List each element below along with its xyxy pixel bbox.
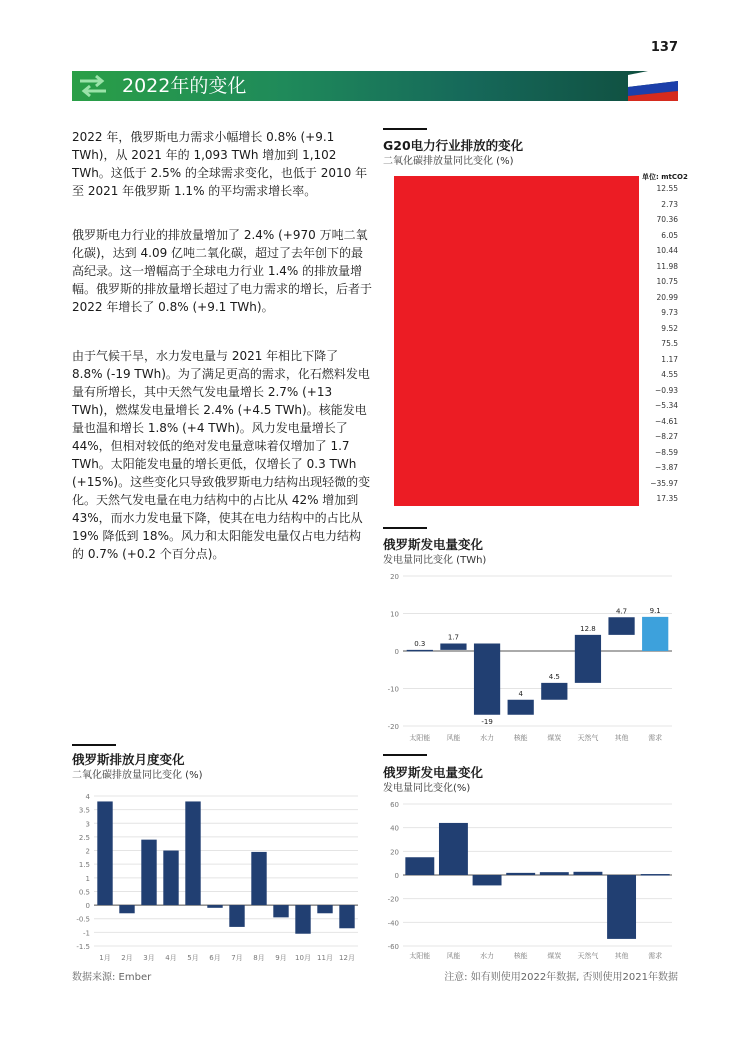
g20-value: 4.55 [661, 370, 678, 379]
x-tick-label: 需求 [648, 952, 663, 960]
x-tick-label: 2月 [121, 954, 133, 962]
russia-flag-icon [620, 71, 678, 101]
x-tick-label: 煤炭 [547, 952, 562, 960]
y-tick-label: 3 [85, 820, 90, 829]
g20-value: −35.97 [650, 478, 678, 488]
bar [405, 857, 434, 875]
y-tick-label: 0.5 [78, 888, 90, 897]
x-tick-label: 6月 [209, 954, 221, 962]
x-tick-label: 1月 [99, 954, 111, 962]
paragraph-emissions: 俄罗斯电力行业的排放量增加了 2.4% (+970 万吨二氧化碳)，达到 4.09 亿吨二氧化碳，超过了去年创下的最高纪录。这一增幅高于全球电力行业 1.4% 的排放量增幅。俄罗斯的排放量增长超过了电力需求的增长，后者于 2022 年增长了 0.8% (+9.1 TWh)。 [72, 228, 373, 314]
bar [439, 823, 468, 875]
x-tick-label: 天然气 [577, 952, 599, 960]
x-tick-label: 水力 [480, 734, 495, 742]
y-tick-label: 0 [394, 648, 399, 656]
banner-title: 2022年的变化 [122, 75, 247, 97]
bar [573, 872, 602, 875]
bar [608, 617, 634, 635]
g20-value: −0.93 [655, 385, 678, 395]
y-tick-label: 2.5 [78, 833, 90, 842]
y-tick-label: -0.5 [76, 915, 90, 924]
bar [607, 875, 636, 939]
bar [474, 644, 500, 715]
y-tick-label: -1 [83, 929, 90, 938]
chart-subtitle-g20: 二氧化碳排放量同比变化 (%) [383, 156, 514, 167]
chart-gen-pct [383, 800, 680, 962]
y-tick-label: -20 [387, 723, 399, 731]
y-tick-label: 40 [390, 824, 399, 833]
x-tick-label: 8月 [253, 954, 265, 962]
g20-value: −4.61 [655, 416, 678, 426]
g20-red-panel [394, 176, 639, 506]
g20-value: 9.73 [661, 308, 678, 317]
g20-value: −8.27 [655, 432, 678, 441]
paragraph-generation: 由于气候干旱，水力发电量与 2021 年相比下降了 8.8% (-19 TWh)。为了满足更高的需求，化石燃料发电量有所增长，其中天然气发电量增长 2.7% (+13 TWh)，燃煤发电量增长 2.4% (+4.5 TWh)。核能发电量也温和增长 1.8% (+4 TWh)。风力发电量增长了 44%，但相对较低的绝对发电量意味着仅增加了 1.7 TWh。太阳能发电量的增长更低，仅增长了 0.3 TWh (+15%)。这些变化只导致俄罗斯电力结构出现轻微的变化。天然气发电量在电力结构中的占比从 42% 增加到 43%，而水力发电量下降，使其在电力结构中的占比从 19% 降低到 18%。风力和太阳能发电量仅占电力结构的 0.7% (+0.2 个百分点)。 [72, 349, 371, 561]
chart-title-g20: G20电力行业排放的变化 [383, 138, 524, 153]
x-tick-label: 11月 [317, 954, 333, 962]
bar [575, 635, 601, 683]
y-tick-label: 0 [85, 902, 90, 911]
data-label: 9.1 [649, 606, 661, 615]
chart-subtitle-monthly: 二氧化碳排放量同比变化 (%) [72, 770, 203, 781]
x-tick-label: 天然气 [577, 734, 599, 742]
bar [506, 873, 535, 875]
g20-value: 9.52 [661, 323, 678, 333]
x-tick-label: 需求 [648, 734, 663, 742]
g20-value: −8.59 [655, 447, 678, 457]
chart-title-gen-twh: 俄罗斯发电量变化 [383, 537, 484, 552]
y-tick-label: 2 [85, 847, 90, 856]
y-tick-label: 20 [390, 848, 399, 857]
bar [540, 872, 569, 875]
x-tick-label: 风能 [446, 952, 461, 960]
chart-gen-twh [383, 566, 680, 744]
y-tick-label: 1 [85, 874, 90, 883]
x-tick-label: 9月 [275, 954, 287, 962]
y-tick-label: 10 [390, 610, 399, 619]
section-rule [383, 754, 427, 756]
footer-source: 数据来源: Ember [72, 972, 152, 983]
x-tick-label: 12月 [339, 954, 355, 962]
x-tick-label: 核能 [513, 734, 528, 742]
page-number: 137 [650, 40, 678, 55]
bar [508, 700, 534, 715]
x-tick-label: 10月 [295, 954, 311, 962]
chart-title-gen-pct: 俄罗斯发电量变化 [383, 765, 484, 780]
bar [339, 905, 354, 928]
bar [641, 874, 670, 876]
footer-note: 注意: 如有则使用2022年数据, 否则使用2021年数据 [444, 972, 678, 983]
x-tick-label: 3月 [143, 954, 155, 962]
data-label: 12.8 [580, 624, 596, 633]
x-tick-label: 其他 [614, 734, 629, 742]
data-label: -19 [481, 717, 493, 726]
bar [440, 644, 466, 650]
g20-value: 70.36 [656, 215, 678, 224]
data-label: 4 [518, 689, 523, 698]
y-tick-label: -60 [387, 943, 399, 951]
chart-subtitle-gen-twh: 发电量同比变化 (TWh) [383, 555, 487, 566]
y-tick-label: 0 [394, 872, 399, 880]
y-tick-label: -20 [387, 895, 399, 904]
bar [163, 851, 178, 906]
bar [541, 683, 567, 700]
y-tick-label: -10 [387, 685, 399, 694]
x-tick-label: 7月 [231, 954, 243, 962]
bar [185, 801, 200, 905]
x-tick-label: 5月 [187, 954, 199, 962]
bar [141, 840, 156, 905]
x-tick-label: 太阳能 [409, 952, 431, 960]
g20-value: 75.5 [661, 339, 678, 348]
exchange-arrows-icon [76, 73, 110, 99]
g20-value: 2.73 [661, 199, 678, 209]
bar [207, 905, 222, 908]
g20-value: 12.55 [656, 184, 678, 193]
bar [642, 617, 668, 651]
data-label: 0.3 [414, 639, 426, 648]
bar [273, 905, 288, 917]
bar [251, 852, 266, 905]
g20-value: 17.35 [656, 494, 678, 503]
x-tick-label: 4月 [165, 954, 177, 962]
y-tick-label: 3.5 [78, 806, 90, 815]
x-tick-label: 太阳能 [409, 734, 431, 742]
x-tick-label: 煤炭 [547, 734, 562, 742]
bar [229, 905, 244, 927]
data-label: 1.7 [447, 633, 460, 642]
x-tick-label: 水力 [480, 952, 495, 960]
bar [97, 801, 112, 905]
bar [295, 905, 310, 934]
g20-value: 20.99 [656, 292, 678, 302]
paragraph-demand: 2022 年，俄罗斯电力需求小幅增长 0.8% (+9.1 TWh)，从 2021 年的 1,093 TWh 增加到 1,102 TWh。这低于 2.5% 的全球需求变化，也低于 2010 年至 2021 年俄罗斯 1.1% 的平均需求增长率。 [72, 130, 368, 198]
x-tick-label: 风能 [446, 734, 461, 742]
bar [407, 650, 433, 652]
chart-title-monthly: 俄罗斯排放月度变化 [72, 752, 185, 767]
bar [473, 875, 502, 885]
g20-value: 11.98 [656, 261, 678, 271]
x-tick-label: 其他 [614, 952, 629, 960]
x-tick-label: 核能 [513, 952, 528, 960]
y-tick-label: 4 [85, 793, 90, 801]
y-tick-label: 20 [390, 573, 399, 581]
data-label: 4.7 [615, 607, 628, 616]
data-label: 4.5 [548, 672, 560, 681]
bar [119, 905, 134, 913]
chart-monthly [72, 786, 364, 964]
g20-value: 10.44 [656, 246, 678, 255]
g20-value: 6.05 [661, 230, 678, 240]
chart-subtitle-gen-pct: 发电量同比变化(%) [383, 783, 471, 794]
g20-value: −5.34 [655, 401, 678, 410]
g20-value: 1.17 [661, 354, 678, 364]
y-tick-label: 1.5 [78, 861, 90, 870]
y-tick-label: -40 [387, 919, 399, 928]
section-rule [383, 527, 427, 529]
bar [317, 905, 332, 913]
g20-unit-label: 单位: mtCO2 [642, 173, 688, 181]
y-tick-label: 60 [390, 801, 399, 809]
y-tick-label: -1.5 [76, 943, 90, 951]
g20-value: −3.87 [655, 463, 678, 472]
section-rule [72, 744, 116, 746]
section-rule [383, 128, 427, 130]
g20-value: 10.75 [656, 277, 678, 286]
